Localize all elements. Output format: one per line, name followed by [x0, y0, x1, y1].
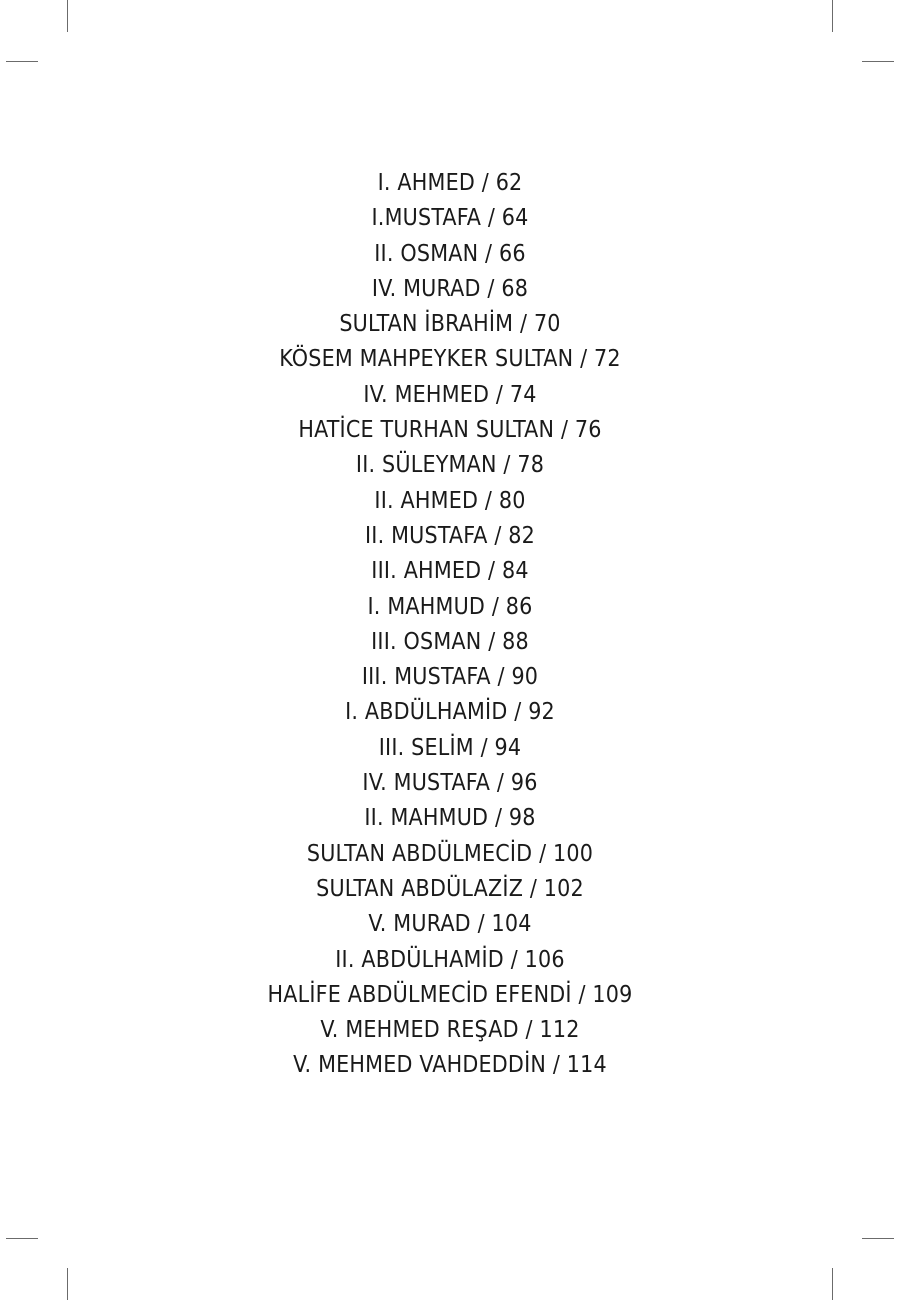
toc-entry: I. AHMED / 62 [377, 170, 523, 196]
toc-entry: V. MEHMED REŞAD / 112 [320, 1017, 580, 1044]
table-of-contents [0, 166, 900, 1084]
crop-mark-bottom-right-vertical [832, 1268, 833, 1300]
toc-entry: KÖSEM MAHPEYKER SULTAN / 72 [279, 346, 621, 373]
crop-mark-top-left-horizontal [6, 61, 38, 62]
toc-entry: HATİCE TURHAN SULTAN / 76 [298, 417, 602, 444]
toc-entry: V. MEHMED VAHDEDDİN / 114 [293, 1052, 607, 1079]
toc-entry: SULTAN ABDÜLAZİZ / 102 [316, 875, 584, 902]
toc-entry: I.MUSTAFA / 64 [371, 205, 529, 232]
toc-entry: II. MUSTAFA / 82 [364, 522, 536, 549]
crop-mark-bottom-left-vertical [67, 1268, 68, 1300]
toc-entry: I. ABDÜLHAMİD / 92 [345, 699, 555, 726]
toc-entry: IV. MEHMED / 74 [363, 381, 537, 408]
toc-entry: I. MAHMUD / 86 [367, 593, 533, 620]
toc-entry: III. OSMAN / 88 [371, 628, 529, 655]
crop-mark-bottom-left-horizontal [6, 1238, 38, 1239]
crop-mark-top-right-horizontal [862, 61, 894, 62]
toc-entry: II. SÜLEYMAN / 78 [355, 452, 545, 479]
toc-entry: II. AHMED / 80 [374, 487, 526, 514]
toc-entry: II. MAHMUD / 98 [364, 805, 536, 832]
toc-entry: IV. MUSTAFA / 96 [362, 770, 538, 797]
toc-entry: SULTAN ABDÜLMECİD / 100 [306, 840, 594, 867]
crop-mark-top-right-vertical [832, 0, 833, 32]
toc-entry: SULTAN İBRAHİM / 70 [339, 311, 561, 338]
toc-entry: III. AHMED / 84 [371, 558, 529, 585]
crop-mark-bottom-right-horizontal [862, 1238, 894, 1239]
toc-entry: III. MUSTAFA / 90 [361, 664, 539, 691]
crop-mark-top-left-vertical [67, 0, 68, 32]
toc-entry: II. OSMAN / 66 [374, 240, 526, 267]
toc-entry: III. SELİM / 94 [378, 734, 522, 761]
toc-entry: II. ABDÜLHAMİD / 106 [335, 946, 565, 973]
toc-entry: V. MURAD / 104 [368, 911, 532, 938]
toc-entry: HALİFE ABDÜLMECİD EFENDİ / 109 [267, 981, 633, 1008]
toc-entry: IV. MURAD / 68 [371, 275, 529, 302]
